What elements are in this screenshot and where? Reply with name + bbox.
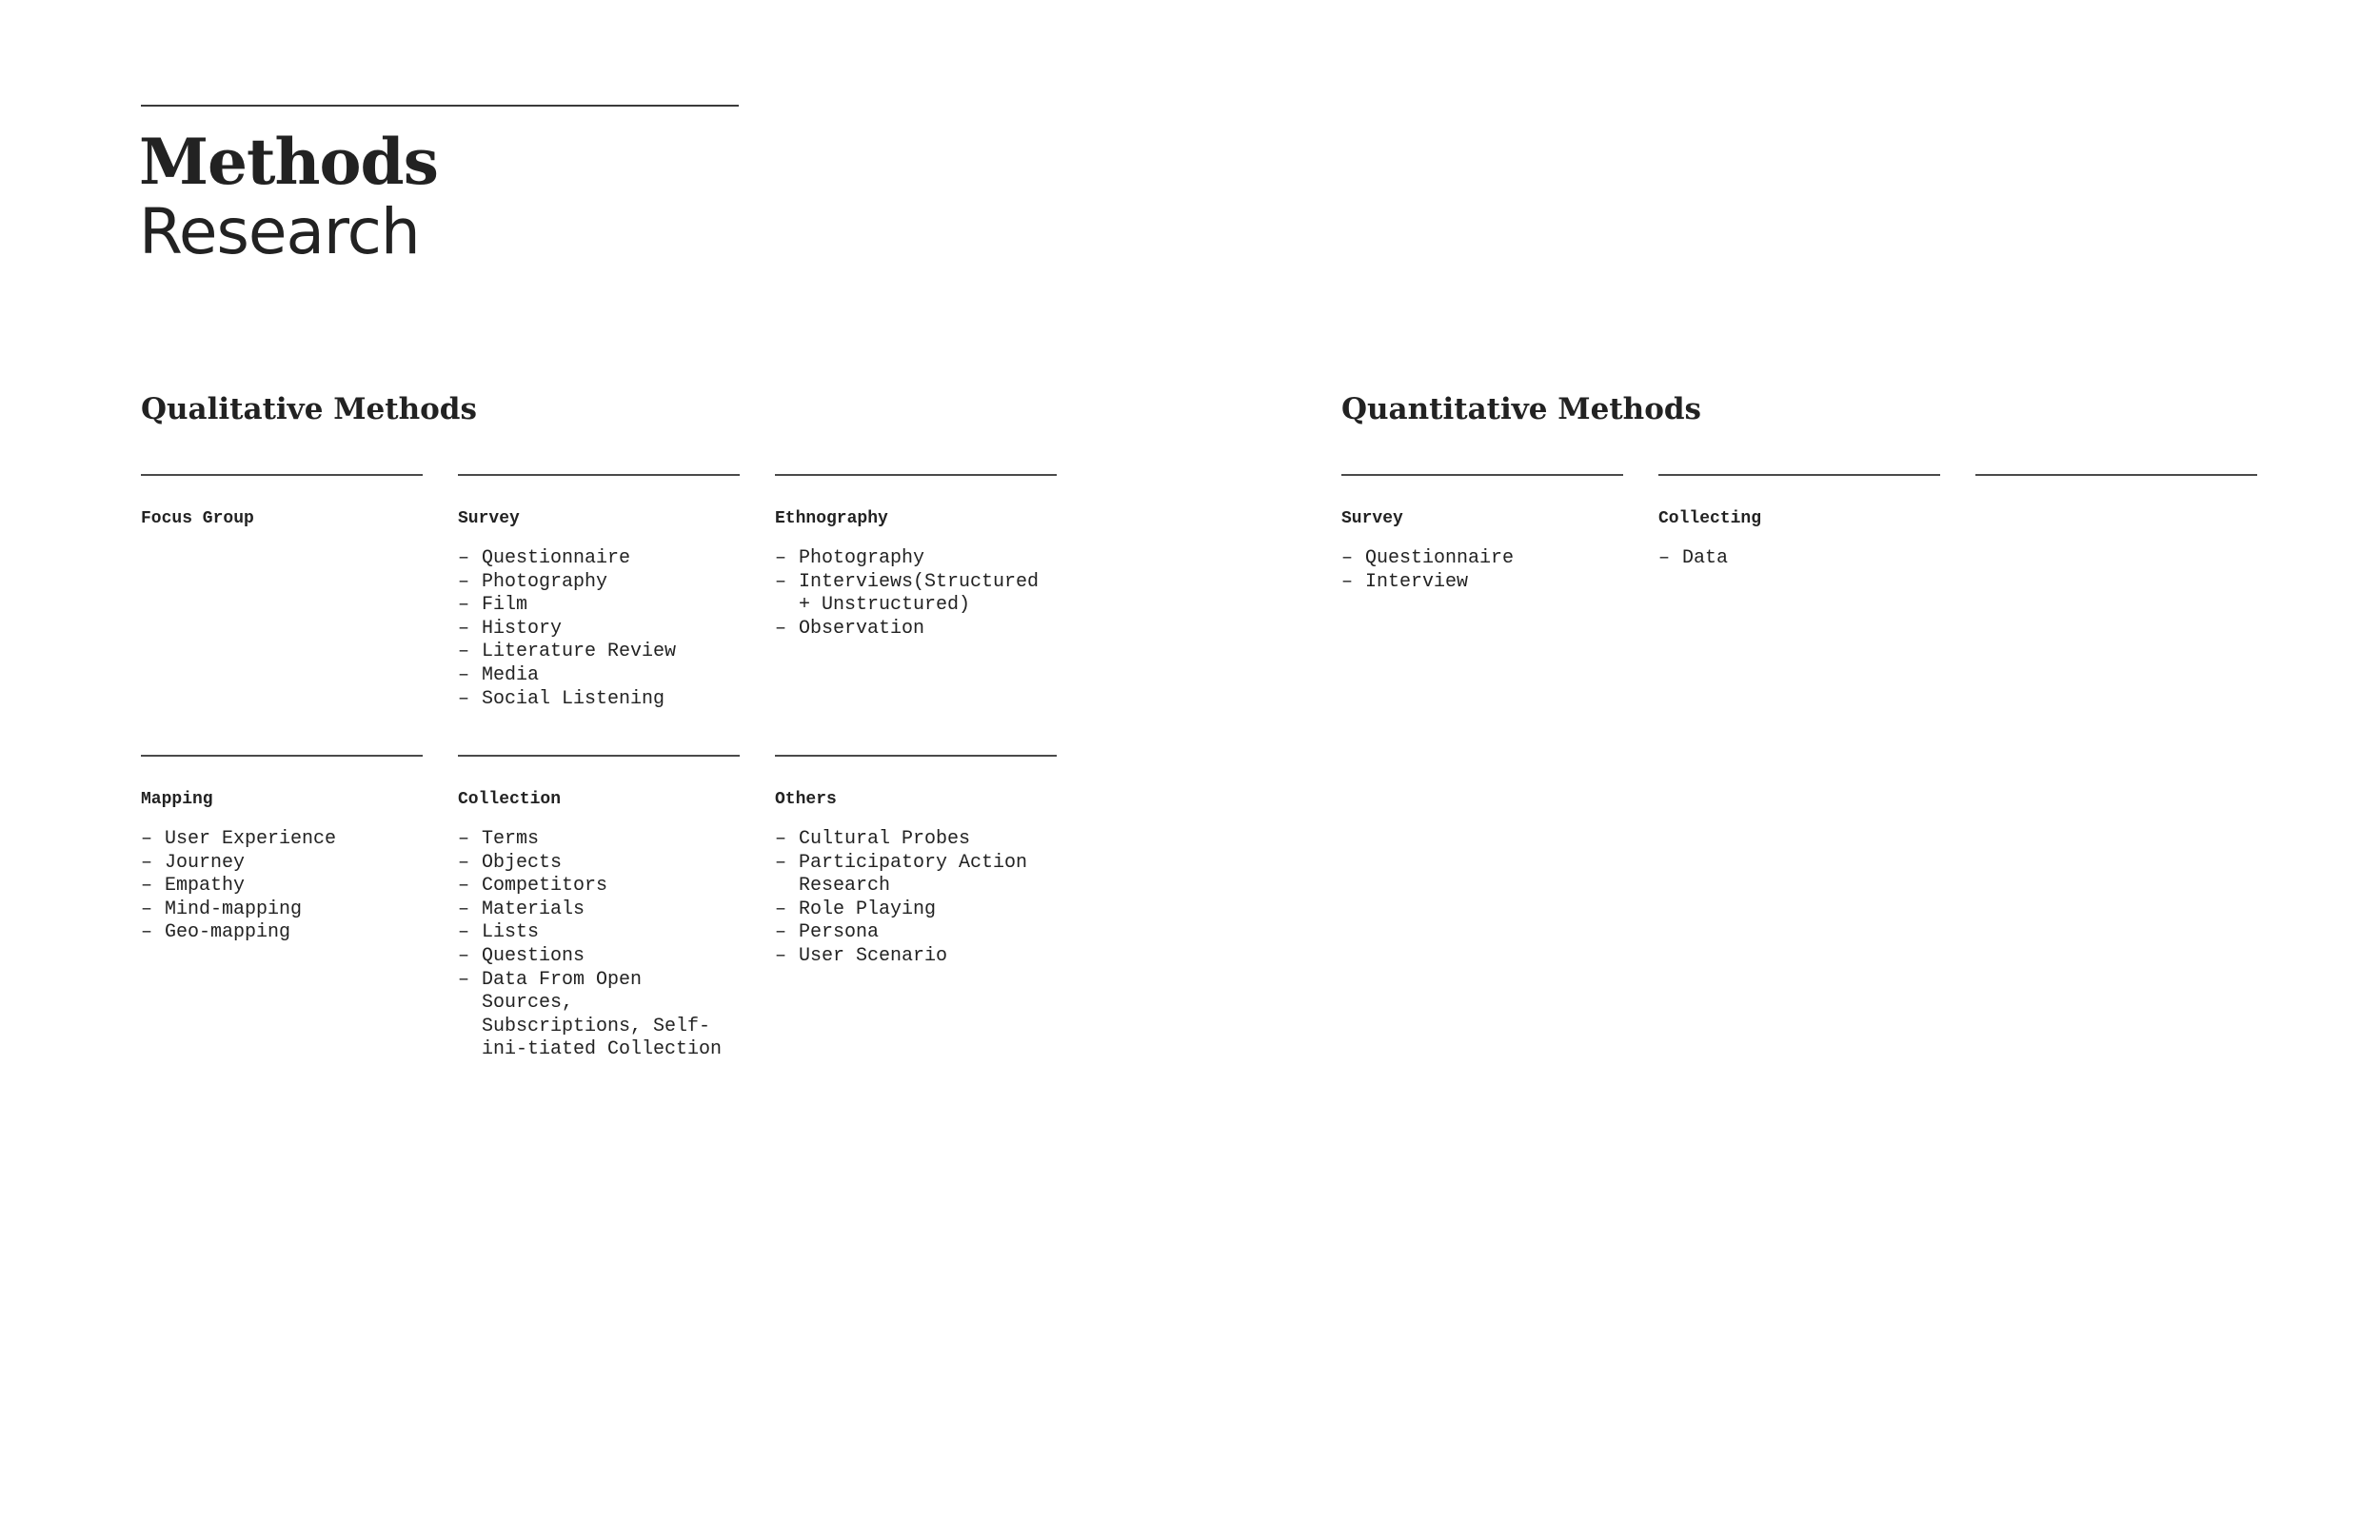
method-list-item: – Role Playing xyxy=(775,898,1057,922)
method-list-item: – Objects xyxy=(458,852,740,876)
method-group-title: Focus Group xyxy=(141,509,254,528)
method-list-item: – Questionnaire xyxy=(1341,547,1623,571)
method-list-item: – Mind-mapping xyxy=(141,898,423,922)
method-list-item: – Data From Open Sources, Subscriptions, Self-ini-tiated Collection xyxy=(458,969,740,1062)
method-group-title: Ethnography xyxy=(775,509,888,528)
method-list-item: – Photography xyxy=(775,547,1057,571)
method-group xyxy=(1341,474,1623,755)
method-group-title: Others xyxy=(775,790,837,809)
top-rule xyxy=(141,105,739,107)
method-group xyxy=(141,474,423,755)
method-group xyxy=(775,474,1057,755)
method-list-item: – Competitors xyxy=(458,875,740,898)
method-group-title: Survey xyxy=(458,509,520,528)
method-list-item: – Geo-mapping xyxy=(141,921,423,945)
method-list-item: – User Scenario xyxy=(775,945,1057,969)
page-subtitle: Research xyxy=(139,195,420,268)
method-group xyxy=(458,755,740,1061)
method-group xyxy=(1975,474,2257,755)
method-list-item: – Empathy xyxy=(141,875,423,898)
method-group-title: Collecting xyxy=(1658,509,1762,528)
method-list xyxy=(141,828,423,945)
quantitative-methods-grid xyxy=(1341,474,2257,755)
method-list-item: – Participatory Action Research xyxy=(775,852,1057,898)
method-group xyxy=(458,474,740,755)
method-group-title: Mapping xyxy=(141,790,213,809)
qualitative-methods-section xyxy=(141,390,1040,1061)
method-list xyxy=(458,828,740,1062)
method-list xyxy=(458,547,740,711)
method-list-item: – Interviews(Structured + Unstructured) xyxy=(775,571,1057,618)
method-list xyxy=(775,547,1057,641)
method-list-item: – Cultural Probes xyxy=(775,828,1057,852)
quantitative-methods-section xyxy=(1341,390,1762,593)
method-group xyxy=(775,755,1057,1036)
method-list-item: – Photography xyxy=(458,571,740,595)
method-list-item: – Questionnaire xyxy=(458,547,740,571)
method-group xyxy=(141,755,423,1036)
method-list-item: – Persona xyxy=(775,921,1057,945)
method-list-item: – User Experience xyxy=(141,828,423,852)
method-group-title: Survey xyxy=(1341,509,1403,528)
method-group xyxy=(1658,474,1940,755)
method-list-item: – Literature Review xyxy=(458,641,740,664)
method-list-item: – Lists xyxy=(458,921,740,945)
method-list-item: – Terms xyxy=(458,828,740,852)
method-list xyxy=(775,828,1057,969)
section-title-qualitative: Qualitative Methods xyxy=(141,392,477,426)
method-list-item: – Journey xyxy=(141,852,423,876)
section-title-quantitative: Quantitative Methods xyxy=(1341,392,1701,426)
method-list-item: – Materials xyxy=(458,898,740,922)
method-group-title: Collection xyxy=(458,790,562,809)
method-list-item: – Film xyxy=(458,594,740,618)
page-title: Methods xyxy=(139,125,438,199)
method-list-item: – Media xyxy=(458,664,740,688)
method-list-item: – Interview xyxy=(1341,571,1623,595)
method-list-item: – Questions xyxy=(458,945,740,969)
method-list xyxy=(1341,547,1623,594)
method-list xyxy=(1658,547,1940,571)
method-list-item: – History xyxy=(458,618,740,642)
method-list-item: – Social Listening xyxy=(458,688,740,712)
qualitative-methods-grid xyxy=(141,474,1057,1061)
method-list-item: – Data xyxy=(1658,547,1940,571)
method-list-item: – Observation xyxy=(775,618,1057,642)
